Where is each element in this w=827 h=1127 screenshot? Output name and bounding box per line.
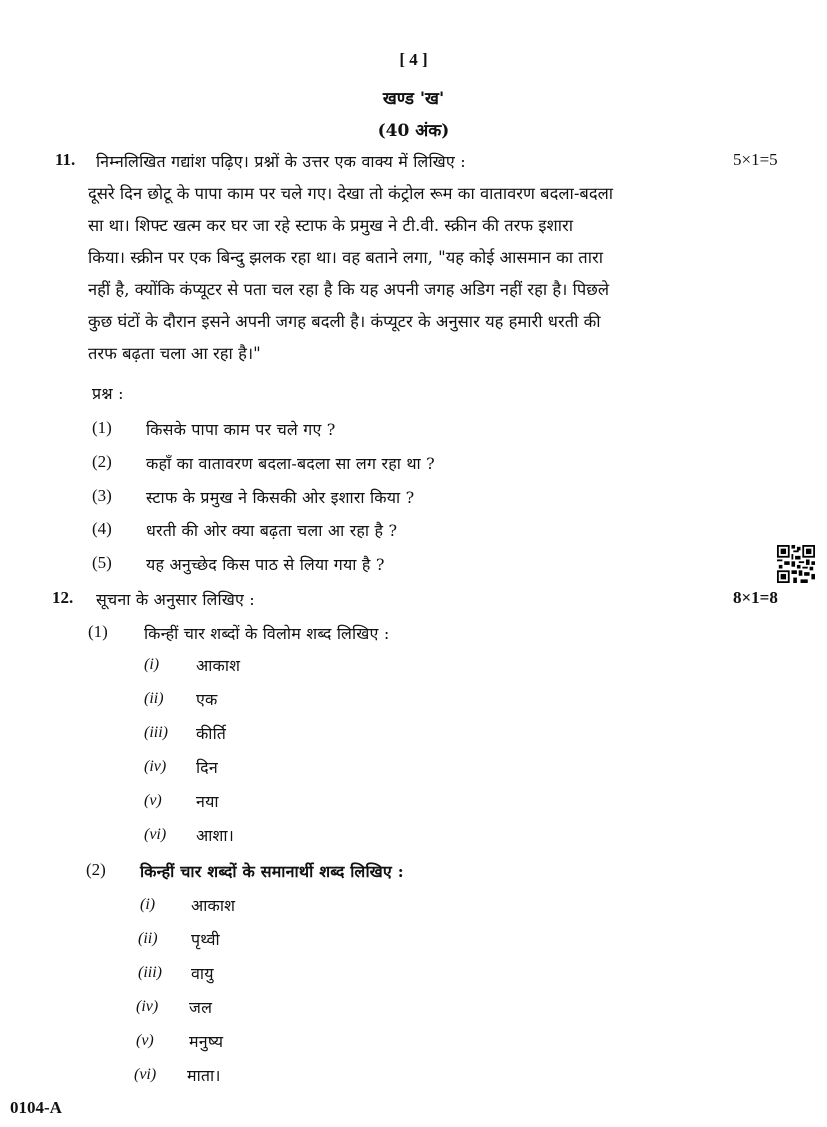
part-2-item-number: (i) <box>140 896 156 913</box>
part-1-item-word: कीर्ति <box>196 724 227 743</box>
question-11-sub-text: धरती की ओर क्या बढ़ता चला आ रहा है ? <box>146 521 398 540</box>
part-2-item-number: (iv) <box>136 998 159 1015</box>
section-title: खण्ड 'ख' <box>382 89 445 109</box>
question-11-number: 11. <box>55 150 76 169</box>
passage-line: सा था। शिफ्ट खत्म कर घर जा रहे स्टाफ के प्रमुख ने टी.वी. स्क्रीन की तरफ इशारा <box>88 216 574 235</box>
question-12-marks: 8×1=8 <box>733 588 778 607</box>
part-1-item-number: (ii) <box>144 690 164 707</box>
part-2-instruction: किन्हीं चार शब्दों के समानार्थी शब्द लिखिए : <box>140 862 404 881</box>
question-11-sub-number: (5) <box>92 553 112 572</box>
question-11-sub-number: (3) <box>92 486 112 505</box>
qr-code-icon <box>777 545 815 583</box>
part-2-item-word: माता। <box>187 1066 221 1085</box>
question-11-marks: 5×1=5 <box>733 150 778 169</box>
part-2-item-word: जल <box>189 998 213 1017</box>
part-2-item-number: (v) <box>136 1032 154 1049</box>
passage-line: किया। स्क्रीन पर एक बिन्दु झलक रहा था। वह बताने लगा, "यह कोई आसमान का तारा <box>88 248 604 267</box>
part-1-item-word: नया <box>196 792 219 811</box>
part-1-number: (1) <box>88 622 108 641</box>
questions-label: प्रश्न : <box>92 384 124 403</box>
part-1-item-word: आशा। <box>196 826 235 845</box>
part-2-item-word: मनुष्य <box>189 1032 224 1051</box>
question-11-sub-text: स्टाफ के प्रमुख ने किसकी ओर इशारा किया ? <box>146 488 415 507</box>
passage-line: तरफ बढ़ता चला आ रहा है।" <box>88 344 261 363</box>
question-11-sub-text: किसके पापा काम पर चले गए ? <box>146 420 336 439</box>
paper-code: 0104-A <box>10 1098 62 1117</box>
part-1-item-number: (i) <box>144 656 160 673</box>
part-1-item-word: दिन <box>196 758 218 777</box>
question-11-sub-text: यह अनुच्छेद किस पाठ से लिया गया है ? <box>146 555 385 574</box>
part-2-item-number: (iii) <box>138 964 162 981</box>
part-1-item-number: (vi) <box>144 826 167 843</box>
passage-line: कुछ घंटों के दौरान इसने अपनी जगह बदली है। कंप्यूटर के अनुसार यह हमारी धरती की <box>88 312 601 331</box>
question-11-sub-number: (1) <box>92 418 112 437</box>
question-12-number: 12. <box>52 588 74 607</box>
question-11-sub-number: (4) <box>92 519 112 538</box>
part-1-item-number: (v) <box>144 792 162 809</box>
question-11-passage <box>88 178 800 370</box>
part-1-item-number: (iii) <box>144 724 168 741</box>
part-2-item-number: (ii) <box>138 930 158 947</box>
part-1-item-number: (iv) <box>144 758 167 775</box>
passage-line: नहीं है, क्योंकि कंप्यूटर से पता चल रहा है कि यह अपनी जगह अडिग नहीं रहा है। पिछले <box>88 280 610 299</box>
part-2-item-word: वायु <box>191 964 214 983</box>
part-2-item-word: आकाश <box>191 896 236 915</box>
part-2-item-number: (vi) <box>134 1066 157 1083</box>
part-1-item-word: आकाश <box>196 656 241 675</box>
section-marks: (40 अंक) <box>377 121 450 141</box>
page-number: [ 4 ] <box>399 50 428 69</box>
question-11-instruction: निम्नलिखित गद्यांश पढ़िए। प्रश्नों के उत्तर एक वाक्य में लिखिए : <box>96 152 466 171</box>
part-1-item-word: एक <box>196 690 218 709</box>
question-11-sub-number: (2) <box>92 452 112 471</box>
question-11-sub-text: कहाँ का वातावरण बदला-बदला सा लग रहा था ? <box>146 454 435 473</box>
part-2-number: (2) <box>86 860 106 879</box>
part-1-instruction: किन्हीं चार शब्दों के विलोम शब्द लिखिए : <box>144 624 390 643</box>
part-2-item-word: पृथ्वी <box>191 930 220 949</box>
question-12-instruction: सूचना के अनुसार लिखिए : <box>96 590 255 609</box>
passage-line: दूसरे दिन छोटू के पापा काम पर चले गए। देखा तो कंट्रोल रूम का वातावरण बदला-बदला <box>88 184 614 203</box>
